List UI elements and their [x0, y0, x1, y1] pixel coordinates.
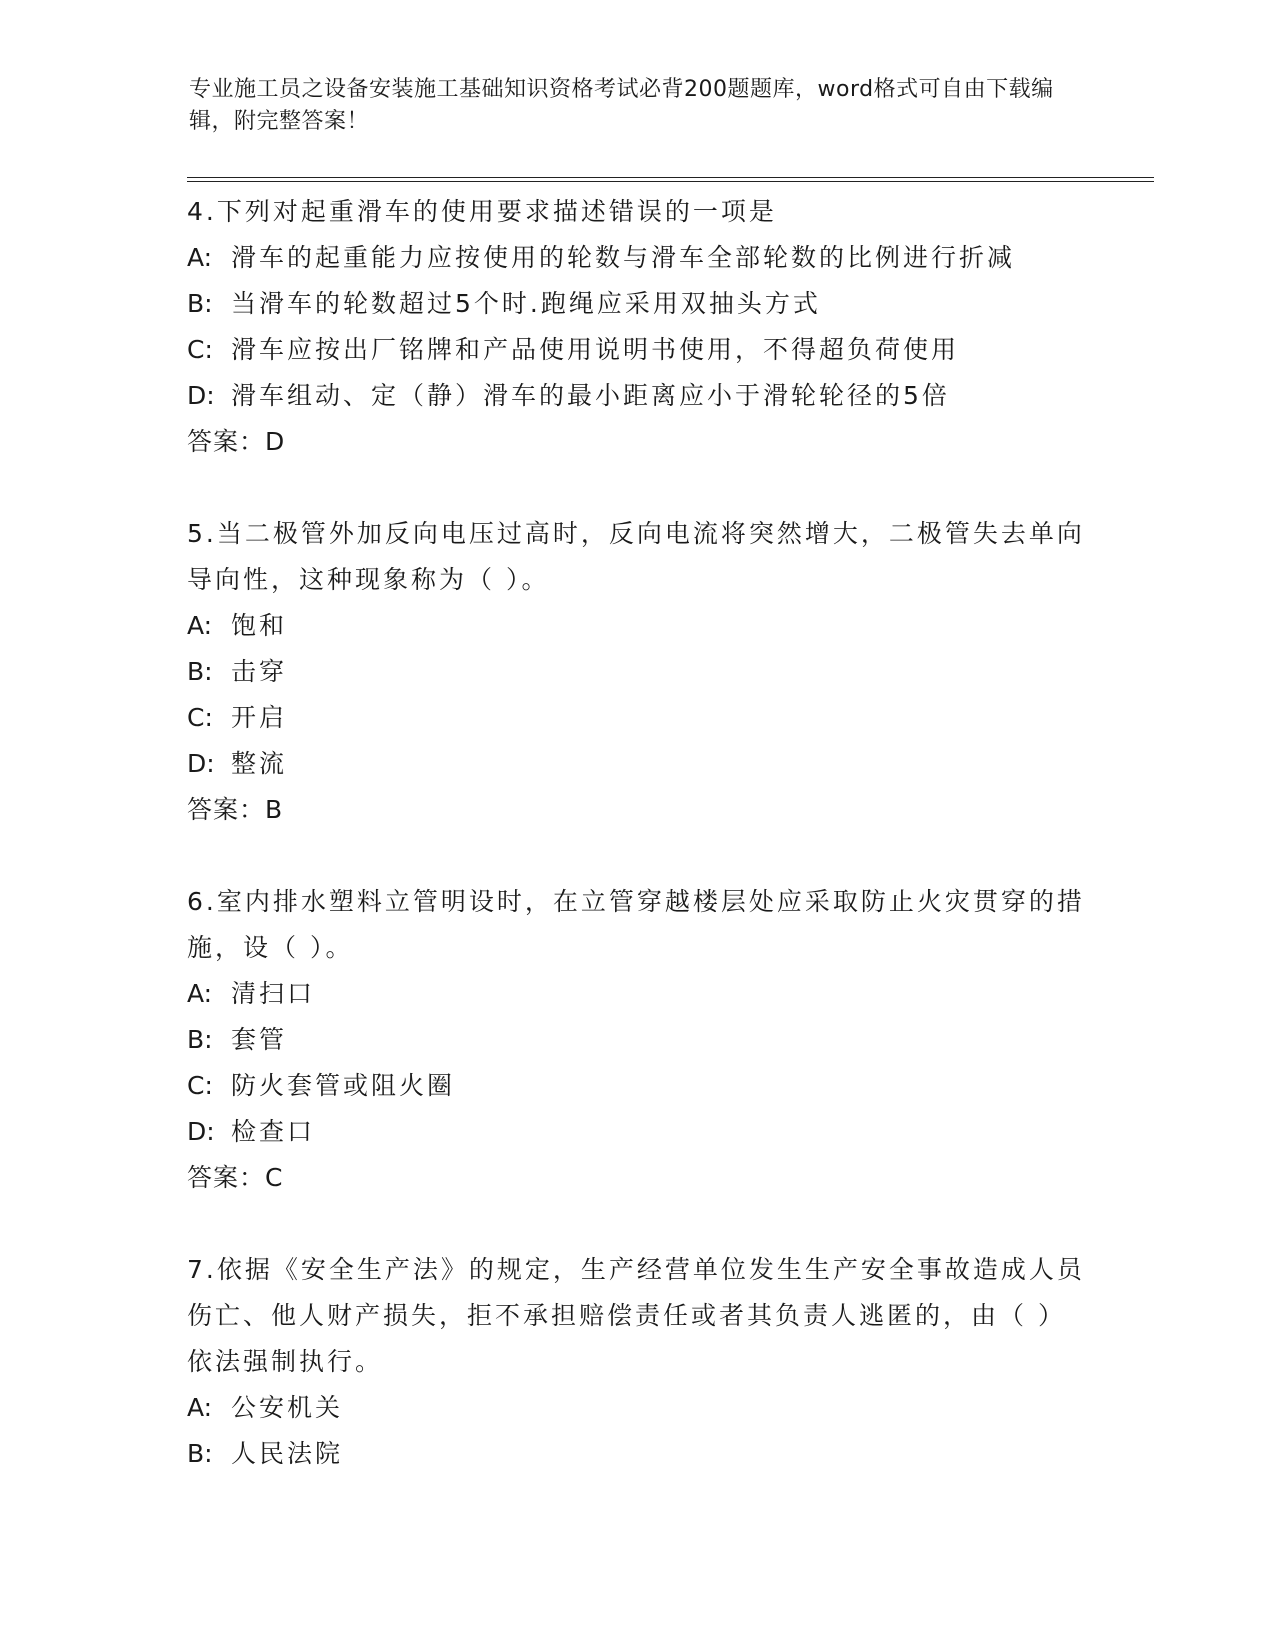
option-a [187, 971, 1087, 1017]
option-text: 当滑车的轮数超过5个时.跑绳应采用双抽头方式 [231, 289, 821, 318]
document-header-title: 专业施工员之设备安装施工基础知识资格考试必背200题题库，word格式可自由下载编辑，附完整答案！ [189, 77, 1054, 134]
option-key: D: [187, 381, 215, 410]
option-key: D: [187, 1117, 215, 1146]
question-text: 7.依据《安全生产法》的规定，生产经营单位发生生产安全事故造成人员伤亡、他人财产损失，拒不承担赔偿责任或者其负责人逃匿的，由（ ）依法强制执行。 [187, 1255, 1085, 1376]
answer-label: 答案： [187, 1163, 266, 1192]
answer-value: B [265, 795, 283, 824]
option-key: B: [187, 1025, 213, 1054]
question-item [187, 1247, 1087, 1477]
question-text: 6.室内排水塑料立管明设时，在立管穿越楼层处应采取防止火灾贯穿的措施，设（ ）。 [187, 887, 1085, 962]
option-key: A: [187, 1393, 213, 1422]
option-text: 滑车应按出厂铭牌和产品使用说明书使用，不得超负荷使用 [231, 335, 960, 364]
question-item [187, 511, 1087, 833]
option-text: 击穿 [231, 657, 288, 686]
option-d [187, 373, 1087, 419]
option-text: 检查口 [231, 1117, 316, 1146]
answer-label: 答案： [187, 427, 266, 456]
option-b [187, 1017, 1087, 1063]
answer-line [187, 1155, 1087, 1201]
option-text: 公安机关 [231, 1393, 344, 1422]
option-a [187, 1385, 1087, 1431]
option-c [187, 1063, 1087, 1109]
question-text: 5.当二极管外加反向电压过高时，反向电流将突然增大，二极管失去单向导向性，这种现象称为（ ）。 [187, 519, 1085, 594]
option-key: A: [187, 979, 213, 1008]
header-divider [187, 177, 1154, 182]
option-text: 整流 [231, 749, 288, 778]
question-item [187, 879, 1087, 1201]
option-text: 防火套管或阻火圈 [231, 1071, 456, 1100]
option-key: C: [187, 1071, 213, 1100]
option-key: C: [187, 335, 213, 364]
option-key: D: [187, 749, 215, 778]
option-c [187, 327, 1087, 373]
answer-line [187, 419, 1087, 465]
question-text: 4.下列对起重滑车的使用要求描述错误的一项是 [187, 197, 777, 226]
option-text: 人民法院 [231, 1439, 344, 1468]
answer-value: C [265, 1163, 283, 1192]
option-b [187, 1431, 1087, 1477]
option-text: 清扫口 [231, 979, 316, 1008]
option-a [187, 603, 1087, 649]
answer-label: 答案： [187, 795, 266, 824]
option-key: B: [187, 1439, 213, 1468]
option-c [187, 695, 1087, 741]
option-text: 滑车的起重能力应按使用的轮数与滑车全部轮数的比例进行折减 [231, 243, 1016, 272]
option-key: A: [187, 611, 213, 640]
option-text: 开启 [231, 703, 288, 732]
option-d [187, 741, 1087, 787]
option-key: C: [187, 703, 213, 732]
answer-value: D [265, 427, 285, 456]
option-b [187, 281, 1087, 327]
option-key: A: [187, 243, 213, 272]
option-a [187, 235, 1087, 281]
question-list [187, 189, 1087, 1477]
question-item [187, 189, 1087, 465]
option-key: B: [187, 289, 213, 318]
option-key: B: [187, 657, 213, 686]
answer-line [187, 787, 1087, 833]
option-text: 套管 [231, 1025, 288, 1054]
option-d [187, 1109, 1087, 1155]
option-b [187, 649, 1087, 695]
option-text: 滑车组动、定（静）滑车的最小距离应小于滑轮轮径的5倍 [231, 381, 950, 410]
option-text: 饱和 [231, 611, 288, 640]
